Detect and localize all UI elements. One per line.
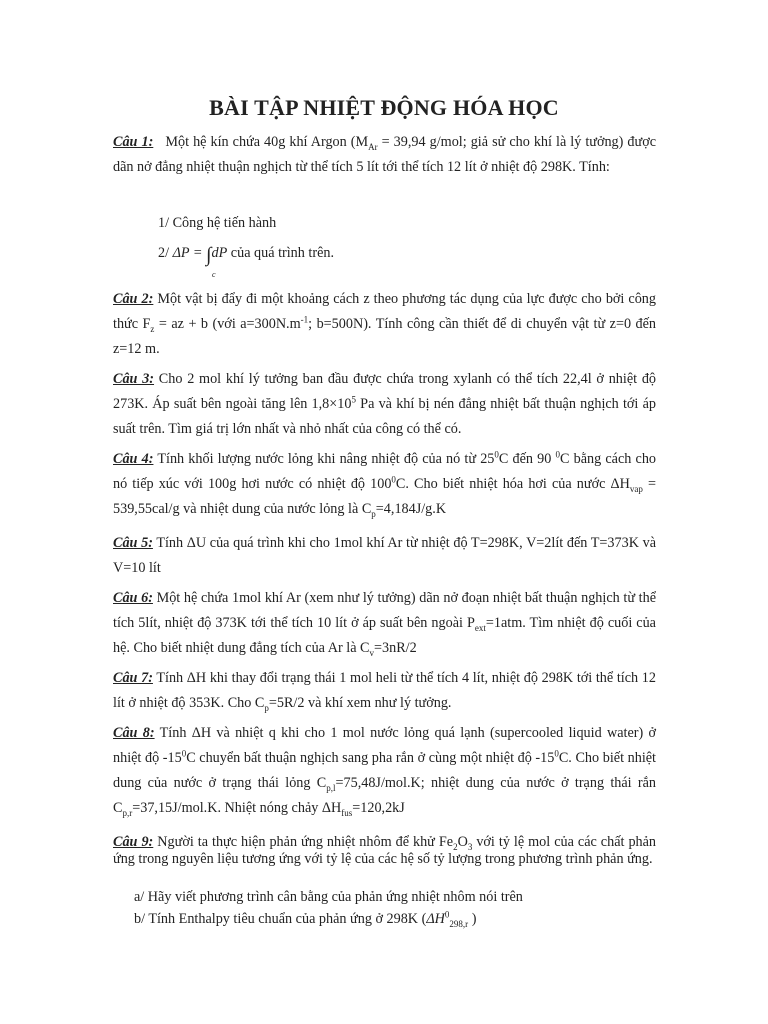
question-5-label: Câu 5:	[113, 535, 153, 551]
question-1: Câu 1: Một hệ kín chứa 40g khí Argon ($M_{Ar} = 39,94$ g/mol; giả sử cho khí là lý tưởng) được dãn nở đẳng nhiệt thuận nghịch từ thể tích 5 lít tới thể tích 12 lít ở nhiệt độ 298K. Tính:	[113, 134, 656, 175]
question-6-label: Câu 6:	[113, 590, 153, 606]
question-1-item-2: 2/ ΔP = ∫ c dP của quá trình trên.	[158, 244, 335, 279]
question-2-label: Câu 2:	[113, 291, 154, 307]
question-9-item-b: b/ Tính Enthalpy tiêu chuẩn của phản ứng ở 298K ($\Delta H^0_{298,r}$ )	[134, 909, 477, 929]
question-8-label: Câu 8:	[113, 725, 155, 741]
page-title: BÀI TẬP NHIỆT ĐỘNG HÓA HỌC	[209, 95, 559, 120]
integral-symbol: ∫ c	[206, 244, 216, 279]
question-7: Câu 7: Tính ΔH khi thay đổi trạng thái 1 mol heli từ thể tích 4 lít, nhiệt độ 298K tới thể tích 12 lít ở nhiệt độ 353K. Cho $C_p=5R/2$ và khí xem như lý tưởng.	[113, 670, 656, 713]
question-6: Câu 6: Một hệ chứa 1mol khí Ar (xem như lý tưởng) dãn nở đoạn nhiệt bất thuận nghịch từ thể tích 5lít, nhiệt độ 373K tới thể tích 10 lít ở áp suất bên ngoài $P_{ext}=1atm$. Tìm nhiệt độ cuối của hệ. Cho biết nhiệt dung đẳng tích của Ar là $C_v=3nR/2$	[113, 590, 657, 658]
question-3: Câu 3: Cho 2 mol khí lý tưởng ban đầu được chứa trong xylanh có thể tích 22,4l ở nhiệt độ 273K. Áp suất bên ngoài tăng lên $1,8\times 10^5$ Pa và khí bị nén đẳng nhiệt bất thuận nghịch tới áp suất trên. Tìm giá trị lớn nhất và nhỏ nhất của công có thể có.	[113, 371, 657, 437]
question-5: Câu 5: Tính ΔU của quá trình khi cho 1mol khí Ar từ nhiệt độ T=298K, V=2lít đến T=373K và V=10 lít	[113, 535, 656, 576]
question-3-label: Câu 3:	[113, 371, 155, 387]
question-4-label: Câu 4:	[113, 451, 154, 467]
question-8: Câu 8: Tính ΔH và nhiệt q khi cho 1 mol nước lỏng quá lạnh (supercooled liquid water) ở nhiệt độ $-15^0C$ chuyển bất thuận nghịch sang pha rắn ở cùng một nhiệt độ $-15^0C$. Cho biết nhiệt dung của nước ở trạng thái lỏng $C_{p,l}=75,48J/mol.K$; nhiệt dung của nước ở trạng thái rắn $C_{p,r}=37,15J/mol.K$. Nhiệt nóng chảy $\Delta H_{fus}=120,2kJ$	[113, 725, 657, 818]
question-9: Câu 9: Người ta thực hiện phản ứng nhiệt nhôm để khử $Fe_2O_3$ với tỷ lệ mol của các chất phản ứng trong nguyên liệu tương ứng với tỷ lệ của các hệ số tỷ lượng trong phương trình phản ứng.	[113, 834, 657, 867]
question-7-label: Câu 7:	[113, 670, 153, 686]
question-9-label: Câu 9:	[113, 834, 154, 850]
question-2: Câu 2: Một vật bị đẩy đi một khoảng cách z theo phương tác dụng của lực được cho bởi công thức $F_z$ = az + b (với $a=300N.m^{-1}$; b=500N). Tính công cần thiết để di chuyển vật từ z=0 đến z=12 m.	[113, 291, 657, 357]
question-1-item-1: 1/ Công hệ tiến hành	[158, 215, 277, 231]
question-9-item-a: a/ Hãy viết phương trình cân bằng của phản ứng nhiệt nhôm nói trên	[134, 889, 523, 905]
question-4: Câu 4: Tính khối lượng nước lỏng khi nâng nhiệt độ của nó từ $25^0C$ đến 90 $^0$C bằng cách cho nó tiếp xúc với 100g hơi nước có nhiệt độ $100^0C$. Cho biết nhiệt hóa hơi của nước $\Delta H_{vap} = 539,55cal/g$ và nhiệt dung của nước lỏng là $C_p=4,184J/g.K$	[113, 449, 657, 519]
question-1-label: Câu 1:	[113, 134, 154, 150]
